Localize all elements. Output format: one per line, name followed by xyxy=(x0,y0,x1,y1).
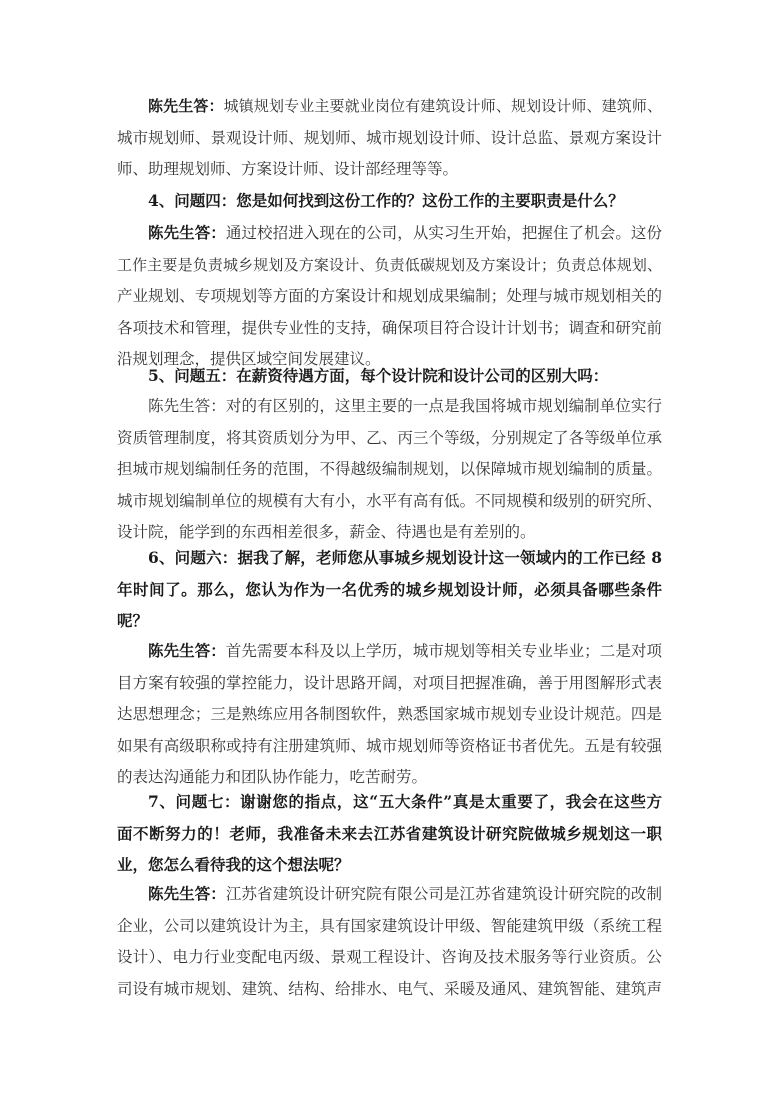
text-line: 陈先生答：对的有区别的，这里主要的一点是我国将城市规划编制单位实行 xyxy=(148,397,662,415)
text-line: 如果有高级职称或持有注册建筑师、城市规划师等资格证书者优先。五是有较强 xyxy=(117,736,662,755)
answer-paragraph xyxy=(117,217,662,376)
question-line: 4、问题四：您是如何找到这份工作的？这份工作的主要职责是什么？ xyxy=(148,191,624,210)
text-line: 设计院，能学到的东西相差很多，薪金、待遇也是有差别的。 xyxy=(117,523,536,542)
question-paragraph xyxy=(117,360,662,392)
answer-paragraph xyxy=(117,91,662,186)
text-line: 产业规划、专项规划等方面的方案设计和规划成果编制；处理与城市规划相关的 xyxy=(117,287,662,306)
answer-paragraph xyxy=(117,635,662,794)
question-line: 6、问题六：据我了解，老师您从事城乡规划设计这一领域内的工作已经 8 xyxy=(148,548,662,567)
answer-paragraph xyxy=(117,878,662,1005)
question-line: 5、问题五：在薪资待遇方面，每个设计院和设计公司的区别大吗： xyxy=(148,366,609,385)
text-line: 陈先生答：城镇规划专业主要就业岗位有建筑设计师、规划设计师、建筑师、 xyxy=(148,97,663,115)
question-line: 年时间了。那么，您认为作为一名优秀的城乡规划设计师，必须具备哪些条件 xyxy=(117,579,662,599)
text-line: 陈先生答：首先需要本科及以上学历，城市规划等相关专业毕业；二是对项 xyxy=(148,641,662,660)
question-line: 面不断努力的！老师，我准备未来去江苏省建筑设计研究院做城乡规划这一职 xyxy=(117,823,662,843)
question-paragraph xyxy=(117,542,662,637)
question-line: 7、问题七：谢谢您的指点，这“五大条件”真是太重要了，我会在这些方 xyxy=(148,792,662,811)
answer-paragraph xyxy=(117,391,662,549)
speaker-label: 陈先生答： xyxy=(148,397,226,415)
text-line: 师、助理规划师、方案设计师、设计部经理等等。 xyxy=(117,160,459,179)
text-line: 达思想理念；三是熟练应用各制图软件，熟悉国家城市规划专业设计规范。四是 xyxy=(117,705,662,724)
question-line: 呢？ xyxy=(117,611,149,631)
speaker-label: 陈先生答： xyxy=(148,223,226,242)
text-line: 城市规划师、景观设计师、规划师、城市规划设计师、设计总监、景观方案设计 xyxy=(117,128,662,147)
text-line: 设计）、电力行业变配电丙级、景观工程设计、咨询及技术服务等行业资质。公 xyxy=(117,948,662,967)
question-paragraph xyxy=(117,786,662,881)
text-line: 各项技术和管理，提供专业性的支持，确保项目符合设计计划书；调查和研究前 xyxy=(117,318,662,337)
text-line: 目方案有较强的掌控能力，设计思路开阔，对项目把握准确，善于用图解形式表 xyxy=(117,673,662,692)
text-line: 资质管理制度，将其资质划分为甲、乙、丙三个等级，分别规定了各等级单位承 xyxy=(117,428,662,447)
speaker-label: 陈先生答： xyxy=(148,97,224,115)
question-line: 业，您怎么看待我的这个想法呢？ xyxy=(117,855,350,875)
text-line: 陈先生答：江苏省建筑设计研究院有限公司是江苏省建筑设计研究院的改制 xyxy=(148,884,662,903)
text-line: 企业，公司以建筑设计为主，具有国家建筑设计甲级、智能建筑甲级（系统工程 xyxy=(117,916,662,935)
text-line: 担城市规划编制任务的范围，不得越级编制规划，以保障城市规划编制的质量。 xyxy=(117,460,662,479)
text-line: 司设有城市规划、建筑、结构、给排水、电气、采暖及通风、建筑智能、建筑声 xyxy=(117,979,662,998)
speaker-label: 陈先生答： xyxy=(148,884,226,903)
question-paragraph xyxy=(117,185,662,217)
text-line: 沿规划理念，提供区域空间发展建议。 xyxy=(117,350,381,369)
text-line: 陈先生答：通过校招进入现在的公司，从实习生开始，把握住了机会。这份 xyxy=(148,223,662,242)
text-line: 的表达沟通能力和团队协作能力，吃苦耐劳。 xyxy=(117,768,428,787)
speaker-label: 陈先生答： xyxy=(148,641,226,660)
text-line: 工作主要是负责城乡规划及方案设计、负责低碳规划及方案设计；负责总体规划、 xyxy=(117,255,662,274)
text-line: 城市规划编制单位的规模有大有小，水平有高有低。不同规模和级别的研究所、 xyxy=(117,491,662,510)
